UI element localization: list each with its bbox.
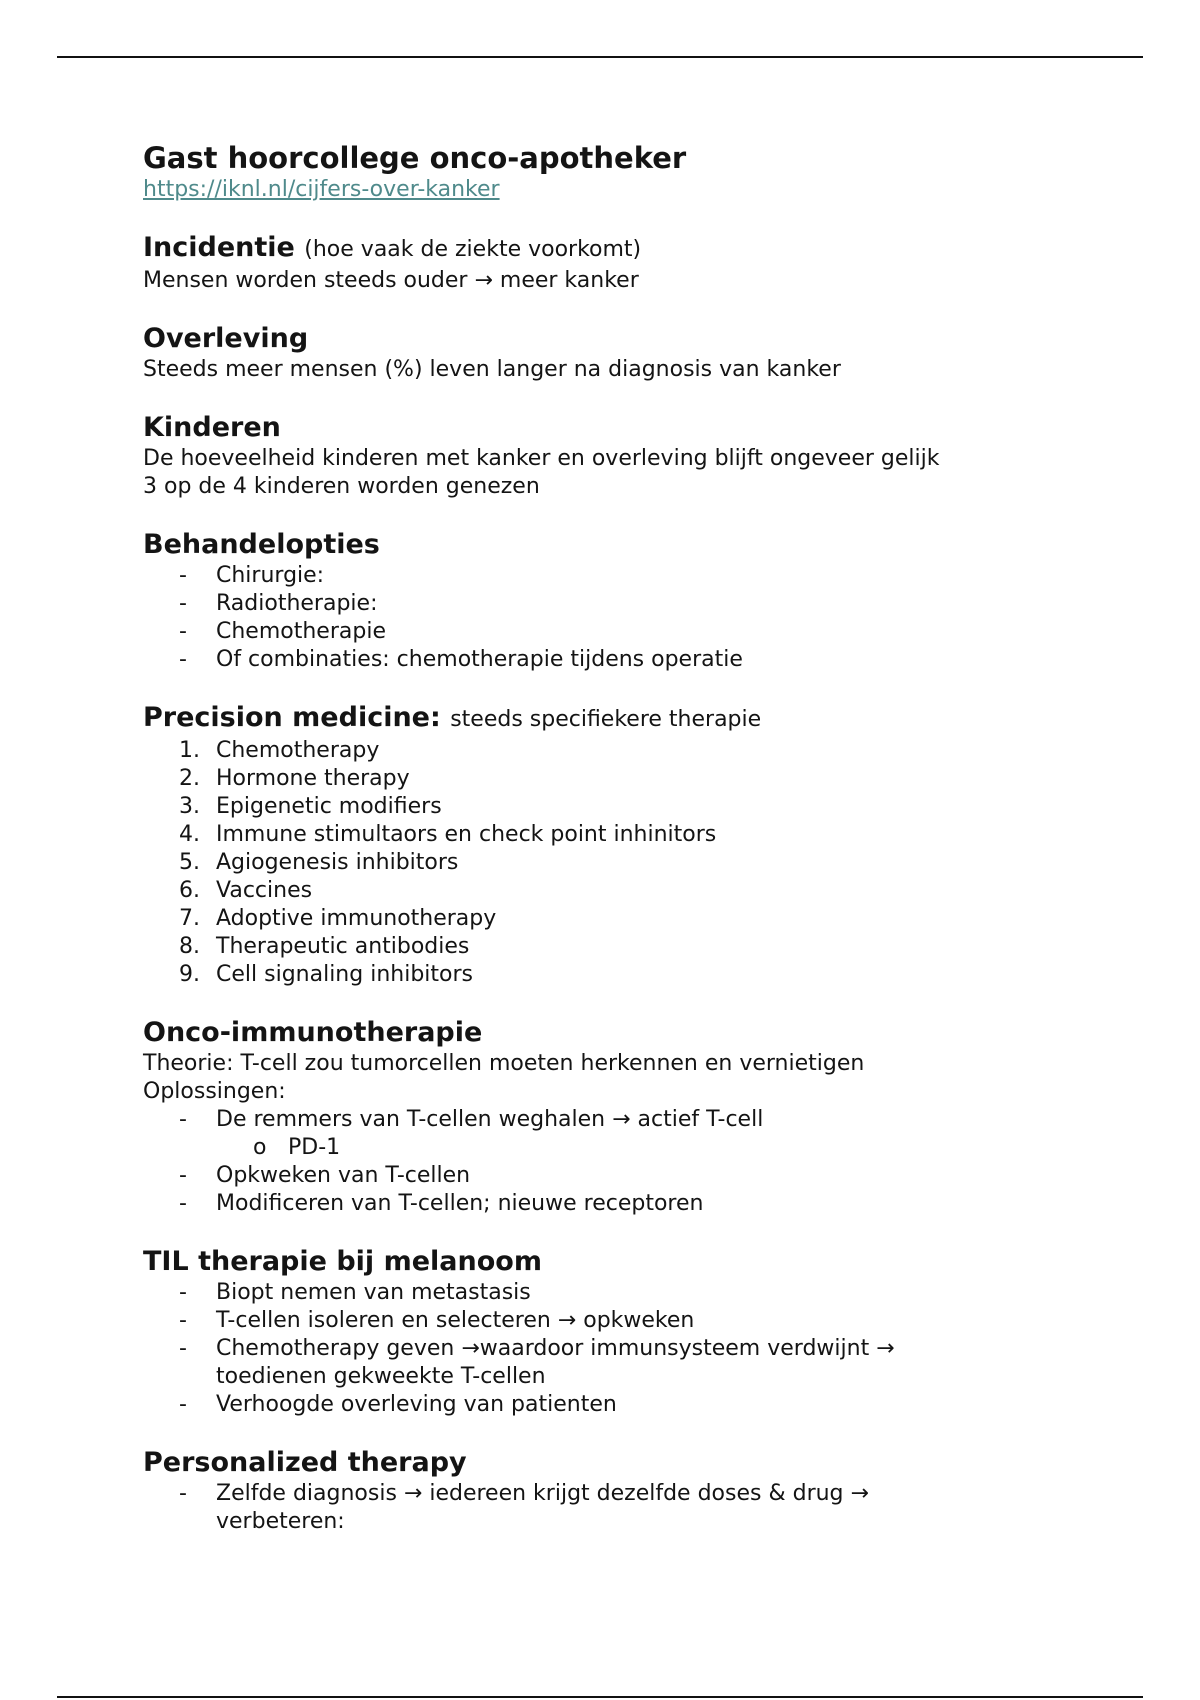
heading-subtext: steeds specifiekere therapie <box>450 707 762 732</box>
header-rule <box>57 56 1143 58</box>
list-item: 3. Epigenetic modifiers <box>179 794 442 819</box>
list-item: 1. Chemotherapy <box>179 738 380 763</box>
document-body <box>143 140 1143 1536</box>
sub-list-item: o PD-1 <box>253 1135 341 1160</box>
precision-list <box>143 737 1143 989</box>
paragraph-line: Steeds meer mensen (%) leven langer na diagnosis van kanker <box>143 357 841 382</box>
list-item: - Chemotherapy geven →waardoor immunsysteem verdwijnt → <box>179 1336 895 1361</box>
list-item: - Zelfde diagnosis → iedereen krijgt dezelfde doses & drug → <box>179 1481 869 1506</box>
heading-overleving: Overleving <box>143 323 309 354</box>
paragraph-line: Mensen worden steeds ouder → meer kanker <box>143 268 639 293</box>
list-item: 8. Therapeutic antibodies <box>179 934 470 959</box>
heading-incidentie <box>143 231 1143 267</box>
list-item: - Modificeren van T-cellen; nieuwe receptoren <box>179 1191 704 1216</box>
list-item: - Chemotherapie <box>179 619 386 644</box>
heading-personalized-therapy: Personalized therapy <box>143 1447 467 1478</box>
list-item-continuation: toedienen gekweekte T-cellen <box>216 1364 546 1389</box>
list-item: - De remmers van T-cellen weghalen → actief T-cell <box>179 1107 764 1132</box>
list-item: 6. Vaccines <box>179 878 313 903</box>
list-item-continuation: verbeteren: <box>216 1509 345 1534</box>
footer-rule <box>57 1696 1143 1698</box>
list-item: - Chirurgie: <box>179 563 325 588</box>
paragraph-line: 3 op de 4 kinderen worden genezen <box>143 474 540 499</box>
heading-text: Incidentie <box>143 232 295 263</box>
list-item: - Radiotherapie: <box>179 591 378 616</box>
heading-behandelopties: Behandelopties <box>143 529 380 560</box>
behandelopties-list <box>143 562 1143 674</box>
heading-subtext: (hoe vaak de ziekte voorkomt) <box>304 237 642 262</box>
iknl-link[interactable]: https://iknl.nl/cijfers-over-kanker <box>143 177 500 202</box>
list-item: - Biopt nemen van metastasis <box>179 1280 531 1305</box>
heading-text: Precision medicine: <box>143 702 441 733</box>
list-item: - Of combinaties: chemotherapie tijdens operatie <box>179 647 743 672</box>
personalized-list <box>143 1480 1143 1536</box>
list-item: 5. Agiogenesis inhibitors <box>179 850 459 875</box>
paragraph-line: Oplossingen: <box>143 1079 286 1104</box>
list-item: 4. Immune stimultaors en check point inhinitors <box>179 822 717 847</box>
heading-kinderen: Kinderen <box>143 412 281 443</box>
heading-til-therapie: TIL therapie bij melanoom <box>143 1246 542 1277</box>
list-item: - Verhoogde overleving van patienten <box>179 1392 617 1417</box>
list-item: - T-cellen isoleren en selecteren → opkweken <box>179 1308 695 1333</box>
list-item: - Opkweken van T-cellen <box>179 1163 471 1188</box>
oplossingen-list <box>143 1106 1143 1218</box>
heading-precision-medicine <box>143 701 1143 737</box>
paragraph-line: Theorie: T-cell zou tumorcellen moeten herkennen en vernietigen <box>143 1051 865 1076</box>
document-title: Gast hoorcollege onco-apotheker <box>143 141 687 175</box>
heading-onco-immunotherapie: Onco-immunotherapie <box>143 1017 483 1048</box>
list-item: 9. Cell signaling inhibitors <box>179 962 473 987</box>
til-list <box>143 1279 1143 1419</box>
list-item: 2. Hormone therapy <box>179 766 410 791</box>
list-item: 7. Adoptive immunotherapy <box>179 906 497 931</box>
paragraph-line: De hoeveelheid kinderen met kanker en overleving blijft ongeveer gelijk <box>143 446 940 471</box>
